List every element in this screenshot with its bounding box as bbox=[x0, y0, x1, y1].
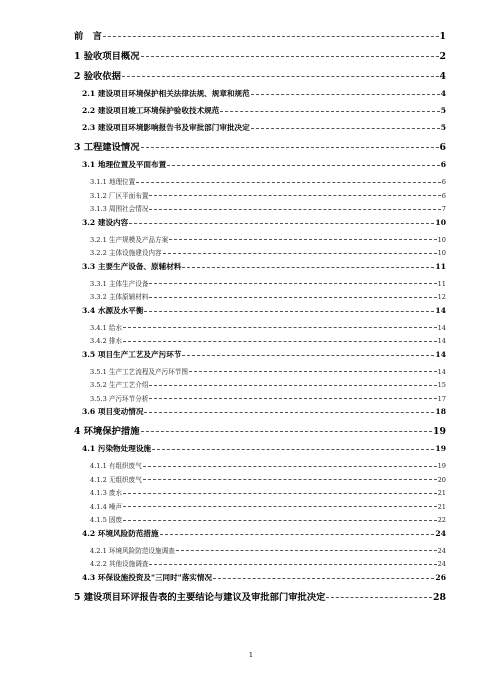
toc-entry-page-number: 26 bbox=[435, 572, 446, 582]
toc-entry-title: 3.5.3 产污环节分析 bbox=[90, 394, 149, 403]
toc-entry[interactable] bbox=[70, 234, 446, 247]
toc-entry-title: 3 工程建设情况 bbox=[74, 142, 140, 153]
toc-entry-page-number: 4 bbox=[440, 89, 446, 98]
toc-entry[interactable] bbox=[70, 217, 446, 230]
toc-entry-title: 3.3.2 主体原辅材料 bbox=[90, 293, 149, 301]
toc-entry[interactable] bbox=[70, 335, 446, 348]
toc-entry[interactable] bbox=[70, 139, 446, 156]
toc-entry-page-number: 7 bbox=[441, 205, 446, 213]
toc-entry-page-number: 6 bbox=[440, 160, 446, 169]
toc-entry[interactable] bbox=[70, 88, 446, 101]
toc-entry-page-number: 10 bbox=[437, 235, 446, 244]
toc-entry[interactable] bbox=[70, 349, 446, 362]
toc-entry-title: 4.2.2 其他设施调查 bbox=[90, 560, 149, 568]
toc-leader-line bbox=[149, 564, 436, 565]
toc-entry-title: 4.1.2 无组织废气 bbox=[90, 475, 142, 484]
toc-leader-line bbox=[123, 341, 437, 342]
toc-entry-page-number: 15 bbox=[437, 381, 446, 389]
toc-leader-line bbox=[167, 165, 440, 166]
toc-leader-line bbox=[141, 431, 433, 432]
toc-leader-line bbox=[123, 493, 437, 494]
toc-leader-line bbox=[160, 534, 435, 535]
toc-entry[interactable] bbox=[70, 68, 446, 85]
toc-entry-page-number: 14 bbox=[437, 323, 446, 332]
toc-entry[interactable] bbox=[70, 105, 446, 118]
toc-leader-line bbox=[122, 76, 439, 77]
toc-leader-line bbox=[251, 128, 440, 129]
toc-entry-title: 3.2.2 主体设施建设内容 bbox=[90, 249, 162, 257]
toc-entry-page-number: 17 bbox=[437, 394, 446, 403]
toc-entry-title: 5 建设项目环评报告表的主要结论与建议及审批部门审批决定 bbox=[74, 591, 326, 603]
toc-entry[interactable] bbox=[70, 28, 446, 45]
toc-entry-page-number: 6 bbox=[441, 178, 446, 186]
toc-entry-page-number: 12 bbox=[437, 293, 446, 301]
toc-entry-title: 3.4.2 排水 bbox=[90, 337, 123, 345]
toc-leader-line bbox=[149, 209, 440, 210]
toc-entry[interactable] bbox=[70, 501, 446, 514]
toc-leader-line bbox=[141, 147, 439, 148]
toc-leader-line bbox=[103, 36, 439, 37]
table-of-contents bbox=[70, 28, 446, 609]
toc-entry-title: 3.3.1 主体生产设备 bbox=[90, 279, 149, 288]
toc-entry-page-number: 5 bbox=[440, 123, 446, 132]
toc-entry-title: 1 验收项目概况 bbox=[74, 51, 140, 62]
toc-entry-title: 3.6 项目变动情况 bbox=[82, 407, 144, 416]
toc-entry-title: 3.2.1 生产规模及产品方案 bbox=[90, 235, 169, 244]
toc-entry-title: 4.1.3 废水 bbox=[90, 489, 123, 497]
toc-leader-line bbox=[144, 412, 434, 413]
toc-leader-line bbox=[149, 385, 436, 386]
toc-entry-title: 2.1 建设项目环境保护相关法律法规、规章和规范 bbox=[82, 89, 250, 98]
toc-entry-title: 3.1 地理位置及平面布置 bbox=[82, 160, 167, 169]
toc-leader-line bbox=[143, 479, 437, 480]
toc-entry[interactable] bbox=[70, 261, 446, 274]
toc-entry-title: 3.4.1 给水 bbox=[90, 323, 123, 332]
toc-leader-line bbox=[213, 578, 434, 579]
toc-leader-line bbox=[123, 520, 437, 521]
toc-leader-line bbox=[149, 398, 436, 399]
toc-entry-page-number: 14 bbox=[435, 305, 446, 315]
toc-leader-line bbox=[189, 371, 437, 372]
toc-leader-line bbox=[176, 550, 437, 551]
toc-entry-page-number: 4 bbox=[439, 71, 446, 82]
toc-leader-line bbox=[163, 253, 437, 254]
toc-entry[interactable] bbox=[70, 379, 446, 392]
toc-entry-title: 3.1.2 厂区平面布置 bbox=[90, 191, 149, 200]
toc-entry-page-number: 2 bbox=[439, 51, 446, 62]
toc-entry-title: 4.1.1 有组织废气 bbox=[90, 462, 142, 470]
toc-entry-title: 2.2 建设项目竣工环境保护验收技术规范 bbox=[82, 106, 220, 115]
toc-entry-title: 3.1.1 地理位置 bbox=[90, 178, 136, 186]
toc-entry[interactable] bbox=[70, 460, 446, 473]
toc-entry[interactable] bbox=[70, 545, 446, 558]
toc-entry-page-number: 5 bbox=[440, 106, 446, 115]
toc-entry-page-number: 14 bbox=[435, 349, 446, 359]
toc-leader-line bbox=[136, 182, 441, 183]
toc-leader-line bbox=[152, 449, 434, 450]
toc-entry-page-number: 24 bbox=[435, 528, 446, 538]
toc-entry[interactable] bbox=[70, 247, 446, 260]
toc-entry[interactable] bbox=[70, 203, 446, 216]
page-number: 1 bbox=[248, 651, 254, 659]
toc-entry-page-number: 1 bbox=[439, 31, 446, 42]
toc-entry[interactable] bbox=[70, 278, 446, 291]
toc-entry-page-number: 22 bbox=[437, 516, 446, 524]
toc-entry-page-number: 10 bbox=[435, 217, 446, 227]
toc-leader-line bbox=[123, 327, 437, 328]
toc-entry[interactable] bbox=[70, 122, 446, 135]
toc-entry-page-number: 14 bbox=[437, 337, 446, 345]
toc-leader-line bbox=[169, 239, 436, 240]
toc-entry-title: 4.2 环境风险防范措施 bbox=[82, 528, 159, 538]
toc-entry[interactable] bbox=[70, 393, 446, 406]
toc-entry-page-number: 6 bbox=[441, 191, 446, 200]
toc-entry[interactable] bbox=[70, 474, 446, 487]
toc-entry[interactable] bbox=[70, 322, 446, 335]
toc-leader-line bbox=[144, 311, 434, 312]
toc-entry-title: 4.1.4 噪声 bbox=[90, 502, 123, 511]
toc-entry[interactable] bbox=[70, 190, 446, 203]
toc-entry[interactable] bbox=[70, 305, 446, 318]
toc-entry[interactable] bbox=[70, 572, 446, 585]
toc-leader-line bbox=[251, 94, 440, 95]
toc-entry[interactable] bbox=[70, 159, 446, 172]
toc-leader-line bbox=[326, 597, 432, 598]
toc-entry[interactable] bbox=[70, 423, 446, 440]
toc-entry-page-number: 19 bbox=[437, 462, 446, 470]
toc-entry-page-number: 11 bbox=[437, 279, 446, 288]
toc-entry-title: 4.2.1 环境风险防范设施调查 bbox=[90, 546, 175, 555]
toc-entry-title: 2.3 建设项目环境影响报告书及审批部门审批决定 bbox=[82, 123, 250, 132]
toc-entry[interactable] bbox=[70, 48, 446, 65]
toc-entry[interactable] bbox=[70, 514, 446, 527]
toc-entry[interactable] bbox=[70, 406, 446, 419]
toc-entry-page-number: 10 bbox=[437, 249, 446, 257]
toc-leader-line bbox=[182, 267, 434, 268]
toc-entry-title: 3.1.3 周围社会情况 bbox=[90, 205, 149, 213]
toc-leader-line bbox=[141, 56, 439, 57]
toc-entry[interactable] bbox=[70, 589, 446, 606]
toc-entry-title: 前 言 bbox=[74, 31, 102, 42]
toc-leader-line bbox=[143, 466, 437, 467]
toc-entry[interactable] bbox=[70, 366, 446, 379]
toc-leader-line bbox=[149, 283, 436, 284]
toc-entry-page-number: 19 bbox=[435, 444, 446, 453]
toc-entry-title: 3.2 建设内容 bbox=[82, 217, 129, 227]
toc-entry-page-number: 24 bbox=[437, 560, 446, 568]
toc-entry-page-number: 24 bbox=[437, 546, 446, 555]
toc-leader-line bbox=[149, 195, 440, 196]
toc-entry-title: 4.3 环保设施投资及"三同时"落实情况 bbox=[82, 572, 213, 582]
toc-entry[interactable] bbox=[70, 558, 446, 571]
toc-entry-page-number: 21 bbox=[437, 502, 446, 511]
toc-entry-title: 3.4 水源及水平衡 bbox=[82, 305, 144, 315]
toc-entry-page-number: 28 bbox=[433, 591, 446, 603]
toc-entry-title: 2 验收依据 bbox=[74, 71, 121, 82]
toc-entry-title: 3.5.2 生产工艺介绍 bbox=[90, 381, 149, 389]
toc-entry-page-number: 21 bbox=[437, 489, 446, 497]
toc-entry-page-number: 20 bbox=[437, 475, 446, 484]
toc-entry-page-number: 19 bbox=[433, 426, 446, 437]
toc-entry-page-number: 6 bbox=[439, 142, 446, 153]
toc-leader-line bbox=[220, 111, 439, 112]
toc-entry-title: 4.1 污染物处理设施 bbox=[82, 444, 152, 453]
toc-leader-line bbox=[149, 297, 436, 298]
toc-leader-line bbox=[123, 506, 437, 507]
toc-entry-title: 4.1.5 固废 bbox=[90, 516, 123, 524]
toc-entry[interactable] bbox=[70, 176, 446, 189]
toc-leader-line bbox=[129, 223, 434, 224]
toc-entry[interactable] bbox=[70, 291, 446, 304]
toc-entry-page-number: 14 bbox=[437, 367, 446, 376]
toc-entry-title: 4 环境保护措施 bbox=[74, 426, 140, 437]
toc-entry-page-number: 18 bbox=[435, 407, 446, 416]
toc-entry[interactable] bbox=[70, 528, 446, 541]
toc-entry-title: 3.3 主要生产设备、原辅材料 bbox=[82, 261, 182, 271]
toc-entry-page-number: 11 bbox=[435, 261, 446, 271]
toc-entry[interactable] bbox=[70, 487, 446, 500]
toc-leader-line bbox=[182, 355, 434, 356]
toc-entry[interactable] bbox=[70, 443, 446, 456]
toc-entry-title: 3.5 项目生产工艺及产污环节 bbox=[82, 349, 182, 359]
toc-entry-title: 3.5.1 生产工艺流程及产污环节图 bbox=[90, 367, 188, 376]
